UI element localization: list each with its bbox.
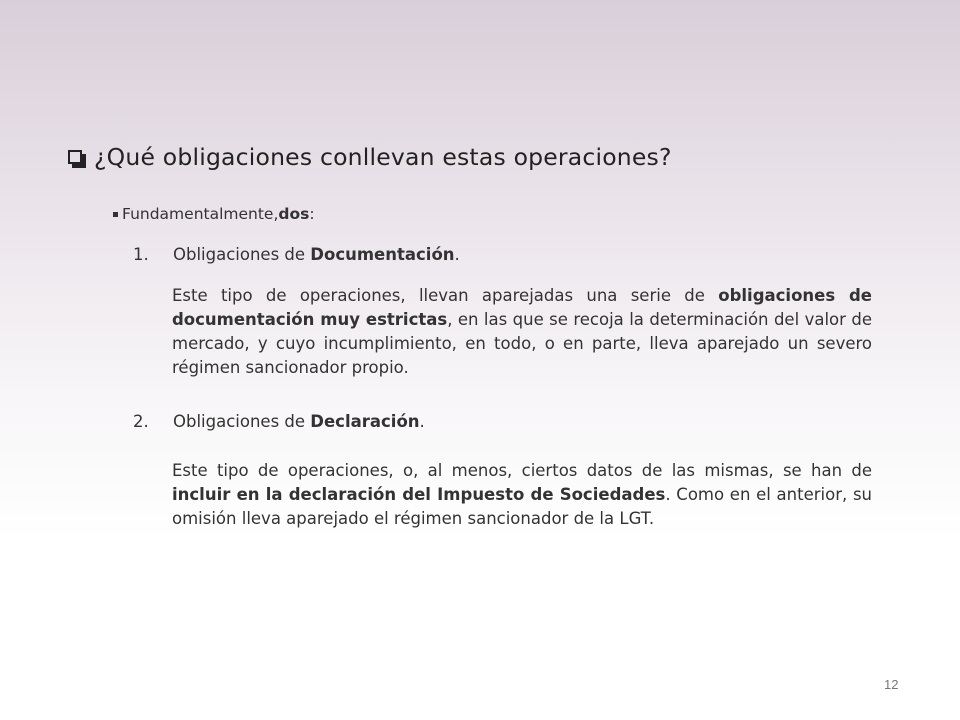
item-2-number: 2. [133,412,149,431]
square-bullet-icon [113,212,118,217]
item-2-suffix: . [419,412,425,431]
item-1-bold: Documentación [310,245,455,264]
intro-suffix: : [309,205,315,223]
item-1-para-text-1: Este tipo de operaciones, llevan aparejadas una serie de [172,286,719,305]
item-1-suffix: . [454,245,460,264]
intro-text: Fundamentalmente, [122,205,279,223]
item-2-heading [133,412,425,431]
page-number: 12 [884,677,899,692]
item-1-number: 1. [133,245,149,264]
item-2-bold: Declaración [310,412,420,431]
item-2-paragraph [172,459,872,531]
slide-title-text: ¿Qué obligaciones conllevan estas operaciones? [94,143,672,171]
item-1-para-bold: obligaciones de documentación muy estrictas [172,286,872,329]
item-2-para-bold: incluir en la declaración del Impuesto de Sociedades [172,485,666,504]
item-2-para-text-1: Este tipo de operaciones, o, al menos, ciertos datos de las mismas, se han de [172,461,872,480]
slide-title [68,143,672,171]
item-1-para-text-2: , en las que se recoja la determinación del valor de mercado, y cuyo incumplimiento, en todo, o en parte, lleva aparejado un severo régimen sancionador propio. [172,310,872,377]
item-2-para-text-2: . Como en el anterior, su omisión lleva aparejado el régimen sancionador de la LGT. [172,485,873,528]
item-1-heading [133,245,460,264]
checkbox-bullet-icon [68,150,82,164]
item-1-label: Obligaciones de [173,245,311,264]
intro-bold: dos [278,205,310,223]
item-2-label: Obligaciones de [173,412,311,431]
intro-line [113,205,315,223]
item-1-paragraph [172,284,872,380]
